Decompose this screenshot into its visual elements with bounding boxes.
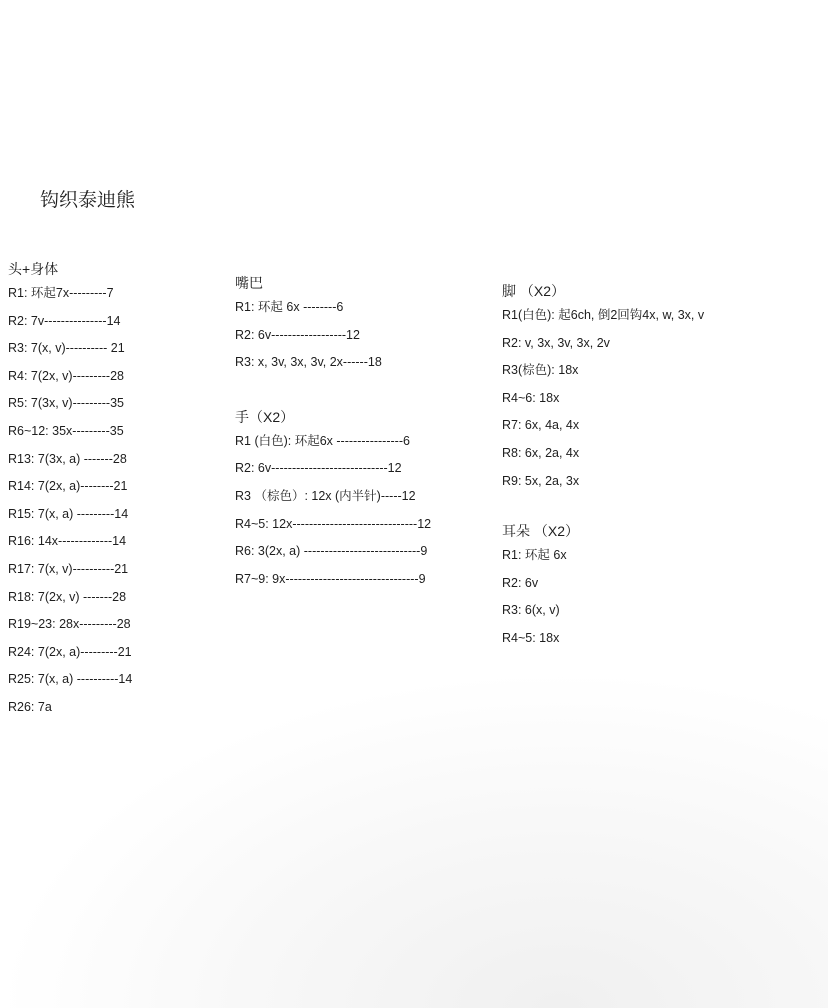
- section-title: 手（X2）: [235, 408, 295, 425]
- section-title: 耳朵 （X2）: [502, 523, 580, 540]
- pattern-row: R9: 5x, 2a, 3x: [502, 473, 580, 488]
- section-mouth: [235, 272, 485, 377]
- pattern-row: R5: 7(3x, v)---------35: [8, 396, 124, 411]
- pattern-row: R8: 6x, 2a, 4x: [502, 445, 580, 460]
- pattern-row: R1: 环起7x---------7: [8, 286, 114, 300]
- pattern-row: R26: 7a: [8, 699, 52, 714]
- pattern-row: R4~5: 18x: [502, 630, 560, 645]
- pattern-row: R7~9: 9x--------------------------------9: [235, 571, 426, 586]
- row-list: [8, 280, 218, 722]
- pattern-row: R1: 环起 6x --------6: [235, 300, 344, 314]
- pattern-row: R6: 3(2x, a) ----------------------------9: [235, 544, 428, 559]
- pattern-row: R2: 7v---------------14: [8, 313, 121, 328]
- pattern-row: R3: x, 3v, 3x, 3v, 2x------18: [235, 355, 382, 370]
- pattern-row: R3 （棕色）: 12x (内半针)-----12: [235, 488, 416, 503]
- pattern-row: R19~23: 28x---------28: [8, 617, 131, 632]
- pattern-column-feet-ears: [502, 280, 822, 653]
- pattern-row: R7: 6x, 4a, 4x: [502, 418, 580, 433]
- pattern-row: R3(棕色): 18x: [502, 363, 579, 378]
- pattern-row: R4: 7(2x, v)---------28: [8, 368, 124, 383]
- pattern-row: R14: 7(2x, a)--------21: [8, 479, 128, 494]
- row-list: [235, 294, 485, 377]
- section-title: 脚 （X2）: [502, 283, 566, 299]
- document-title: 钩织泰迪熊: [40, 190, 136, 211]
- section-title: 嘴巴: [235, 275, 263, 291]
- pattern-row: R13: 7(3x, a) -------28: [8, 451, 127, 466]
- pattern-row: R16: 14x-------------14: [8, 534, 127, 549]
- pattern-row: R2: 6v----------------------------12: [235, 461, 402, 476]
- pattern-row: R6~12: 35x---------35: [8, 423, 124, 438]
- pattern-row: R17: 7(x, v)----------21: [8, 561, 129, 576]
- pattern-row: R1 (白色): 环起6x ----------------6: [235, 433, 410, 448]
- pattern-column-head-body: [8, 258, 218, 722]
- pattern-row: R18: 7(2x, v) -------28: [8, 589, 127, 604]
- section-head-body: [8, 258, 218, 722]
- pattern-row: R24: 7(2x, a)---------21: [8, 644, 132, 659]
- row-list: [502, 542, 822, 652]
- pattern-row: R2: v, 3x, 3v, 3x, 2v: [502, 335, 610, 350]
- section-ears: [502, 520, 822, 652]
- pattern-row: R2: 6v------------------12: [235, 327, 360, 342]
- pattern-row: R3: 7(x, v)---------- 21: [8, 341, 125, 356]
- section-arms: [235, 406, 485, 594]
- row-list: [235, 428, 485, 594]
- pattern-row: R4~6: 18x: [502, 390, 560, 405]
- row-list: [502, 302, 822, 495]
- pattern-row: R4~5: 12x------------------------------12: [235, 516, 432, 531]
- pattern-row: R2: 6v: [502, 575, 539, 590]
- pattern-row: R1: 环起 6x: [502, 548, 567, 563]
- pattern-column-mouth-arms: [235, 272, 485, 593]
- pattern-row: R3: 6(x, v): [502, 603, 560, 618]
- pattern-row: R25: 7(x, a) ----------14: [8, 672, 133, 687]
- section-title: 头+身体: [8, 261, 59, 277]
- pattern-row: R1(白色): 起6ch, 倒2回钩4x, w, 3x, v: [502, 308, 705, 322]
- section-feet: [502, 280, 822, 495]
- pattern-row: R15: 7(x, a) ---------14: [8, 506, 129, 521]
